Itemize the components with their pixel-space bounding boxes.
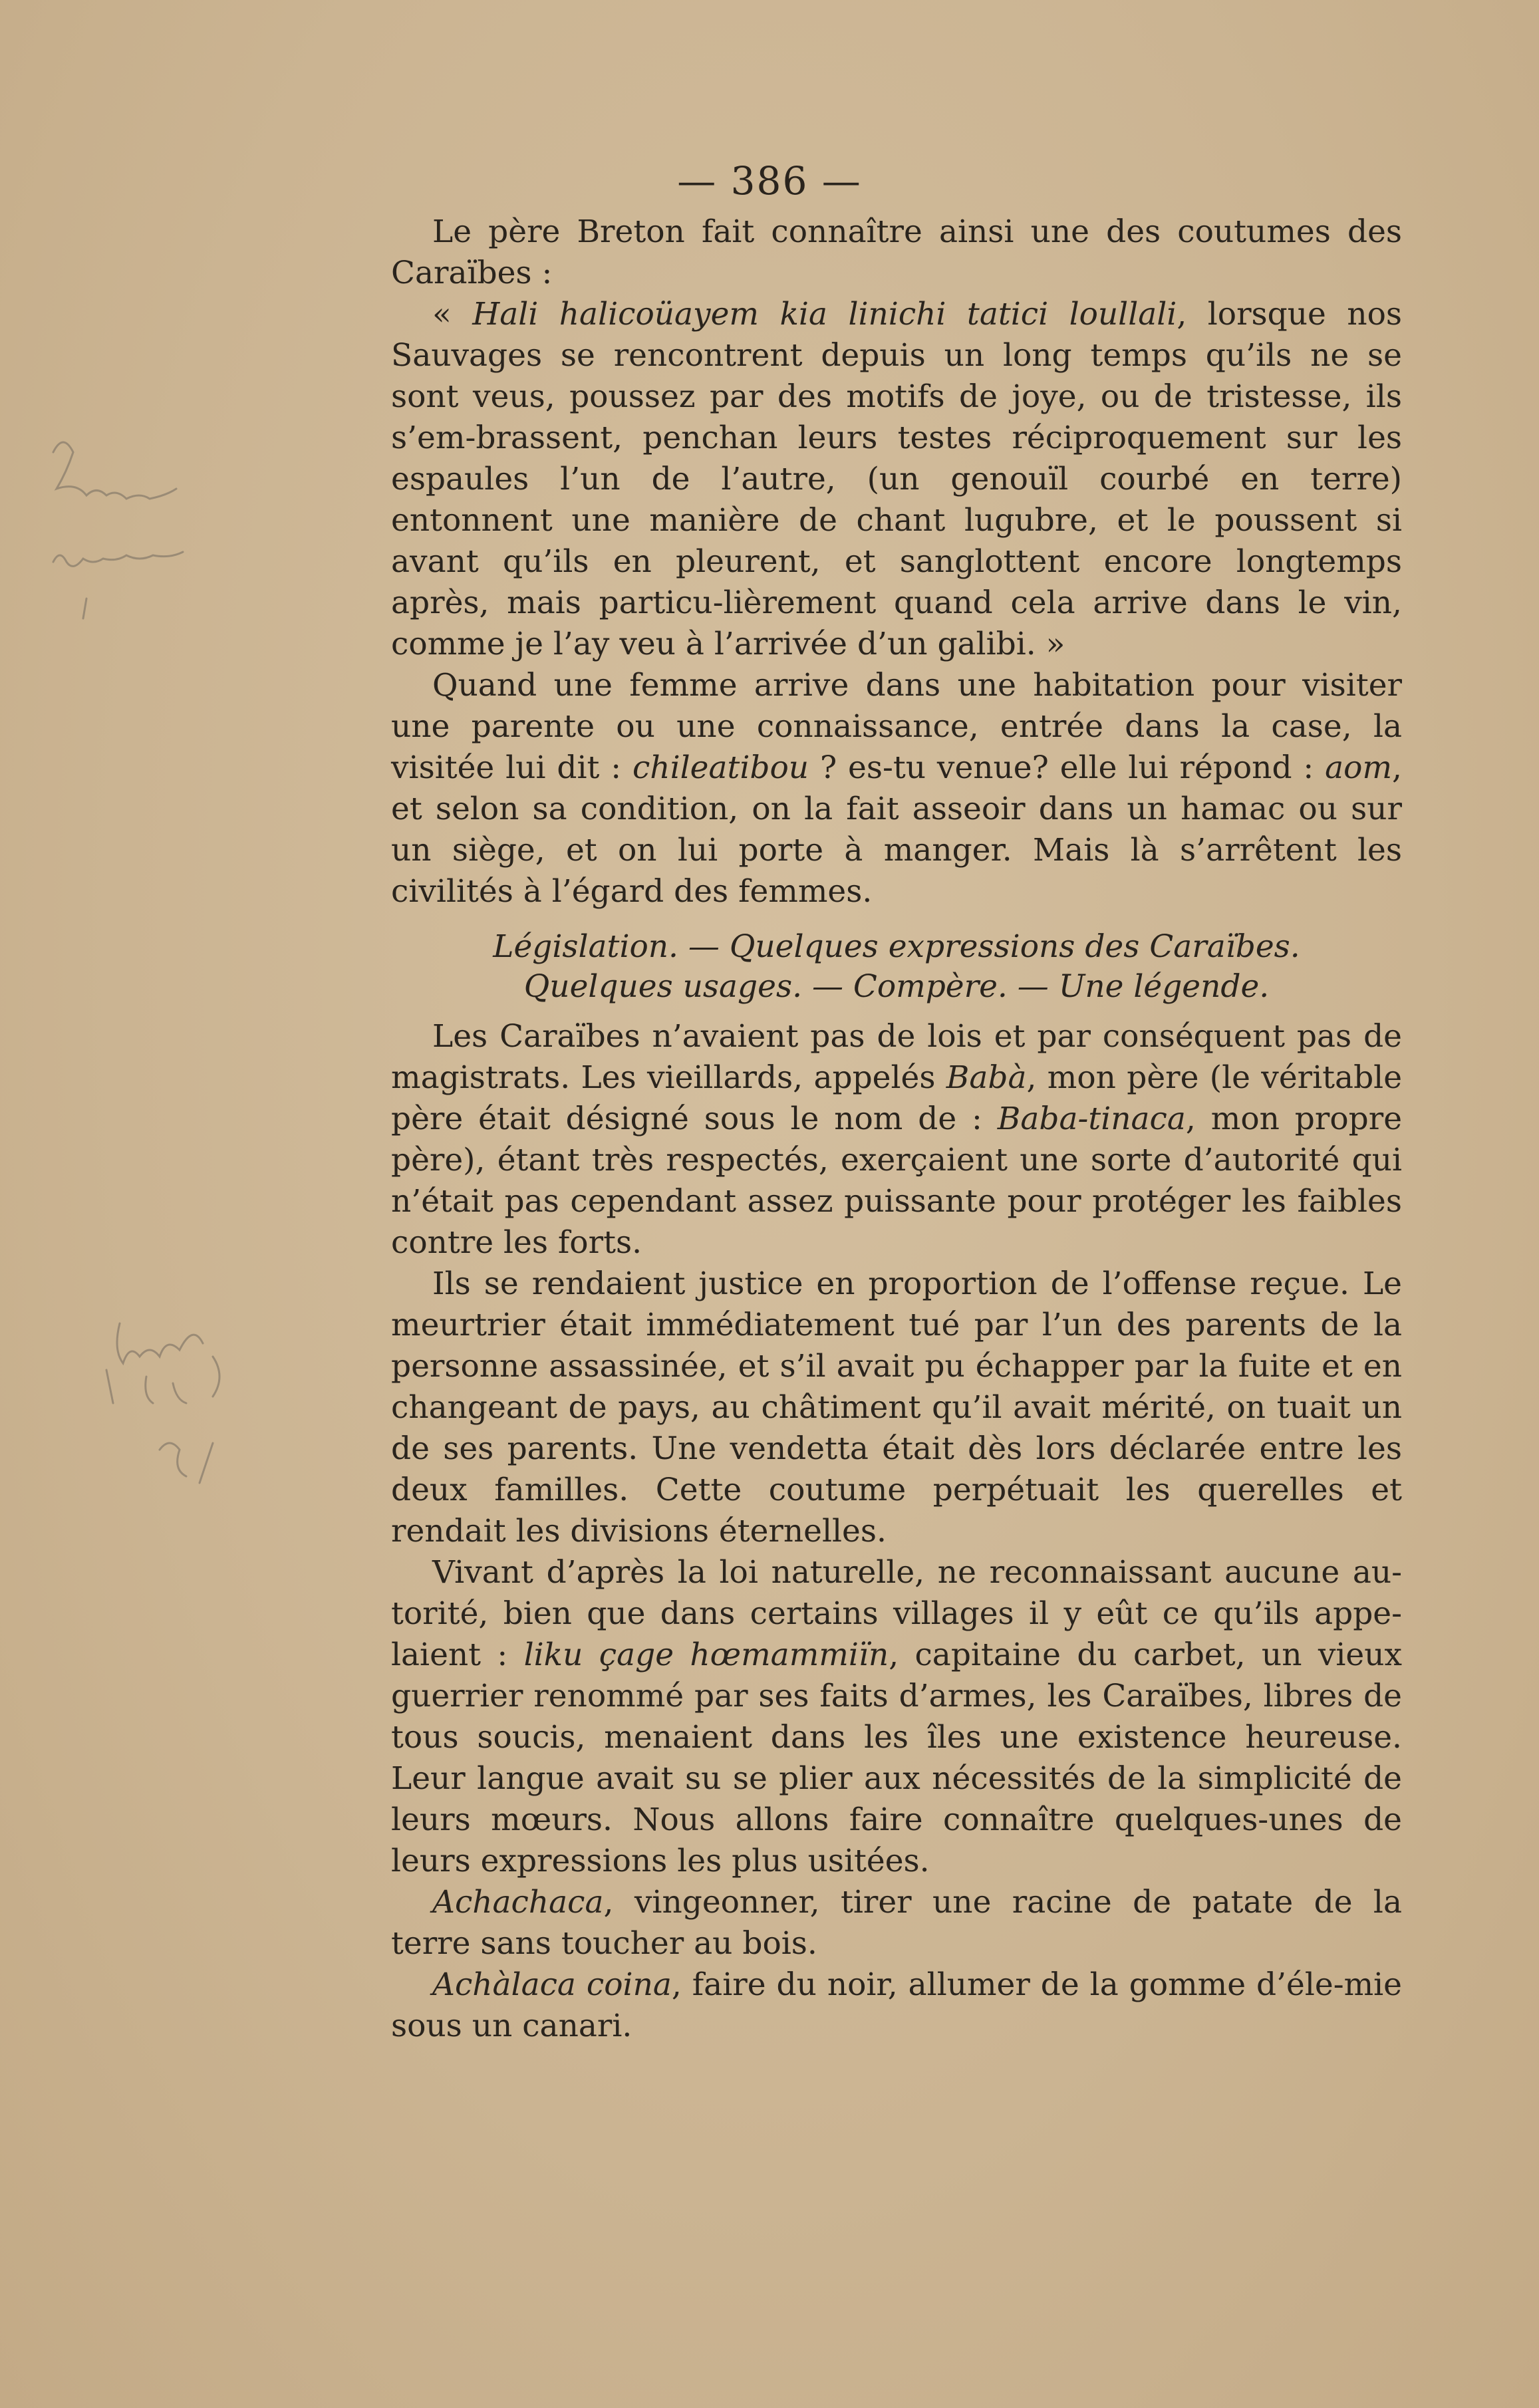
carib-word: chileatibou <box>632 749 809 786</box>
carib-word: aom <box>1325 749 1393 786</box>
pencil-scribble-icon <box>40 426 333 1689</box>
handwritten-margin-notes <box>40 426 333 1689</box>
glossary-term: Achachaca <box>432 1884 604 1921</box>
glossary-entry: Achàlaca coina, faire du noir, allumer de la gomme d’éle-mie sous un canari. <box>391 1966 1402 2044</box>
carib-word: Babà <box>946 1059 1027 1096</box>
paragraph: Le père Breton fait connaître ainsi une des coutumes des Caraïbes : <box>391 213 1402 291</box>
carib-phrase: liku çage hœmammiïn <box>523 1637 889 1673</box>
text-body <box>391 211 1402 2047</box>
glossary-entry: Achachaca, vingeonner, tirer une racine de patate de la terre sans toucher au bois. <box>391 1884 1402 1962</box>
section-heading <box>391 927 1402 1007</box>
page-number: — 386 — <box>677 158 862 203</box>
carib-phrase: Hali halicoüayem kia linichi tatici loullali <box>472 296 1177 333</box>
paragraph: Les Caraïbes n’avaient pas de lois et par conséquent pas de magistrats. Les vieillards, appelés Babà, mon père (le véritable père était désigné sous le nom de : Baba-tinaca, mon propre père), étant très respectés, exerçaient une sorte d’autorité qui n’était pas cependant assez puissante pour protéger les faibles contre les forts. <box>391 1018 1403 1261</box>
glossary-term: Achàlaca coina <box>432 1966 672 2003</box>
heading-line: Législation. — Quelques expressions des Caraïbes. <box>493 928 1300 965</box>
paragraph: Ils se rendaient justice en proportion de l’offense reçue. Le meurtrier était immédiatement tué par l’un des parents de la personne assassinée, et s’il avait pu échapper par la fuite et en changeant de pays, au châtiment qu’il avait mérité, on tuait un de ses parents. Une vendetta était dès lors déclarée entre les deux familles. Cette coutume perpétuait les querelles et rendait les divisions éternelles. <box>391 1266 1402 1549</box>
paragraph: Quand une femme arrive dans une habitation pour visiter une parente ou une connaissance, entrée dans la case, la visitée lui dit : chileatibou ? es-tu venue? elle lui répond : aom, et selon sa condition, on la fait asseoir dans un hamac ou sur un siège, et on lui porte à manger. Mais là s’arrêtent les civilités à l’égard des femmes. <box>391 667 1402 910</box>
paragraph: Vivant d’après la loi naturelle, ne reconnaissant aucune au-torité, bien que dans certains villages il y eût ce qu’ils appe-laient : liku çage hœmammiïn, capitaine du carbet, un vieux guerrier renommé par ses faits d’armes, les Caraïbes, libres de tous soucis, menaient dans les îles une existence heureuse. Leur langue avait su se plier aux nécessités de la simplicité de leurs mœurs. Nous allons faire connaître quelques-unes de leurs expressions les plus usitées. <box>391 1554 1402 1879</box>
paragraph-quote: « Hali halicoüayem kia linichi tatici loullali, lorsque nos Sauvages se rencontrent depuis un long temps qu’ils ne se sont veus, poussez par des motifs de joye, ou de tristesse, ils s’em-brassent, penchan leurs testes réciproquement sur les espaules l’un de l’autre, (un genouïl courbé en terre) entonnent une manière de chant lugubre, et le poussent si avant qu’ils en pleurent, et sanglottent encore longtemps après, mais particu-lièrement quand cela arrive dans le vin, comme je l’ay veu à l’arrivée d’un galibi. » <box>391 296 1403 662</box>
carib-word: Baba-tinaca <box>997 1101 1186 1137</box>
heading-line: Quelques usages. — Compère. — Une légende. <box>523 968 1270 1005</box>
